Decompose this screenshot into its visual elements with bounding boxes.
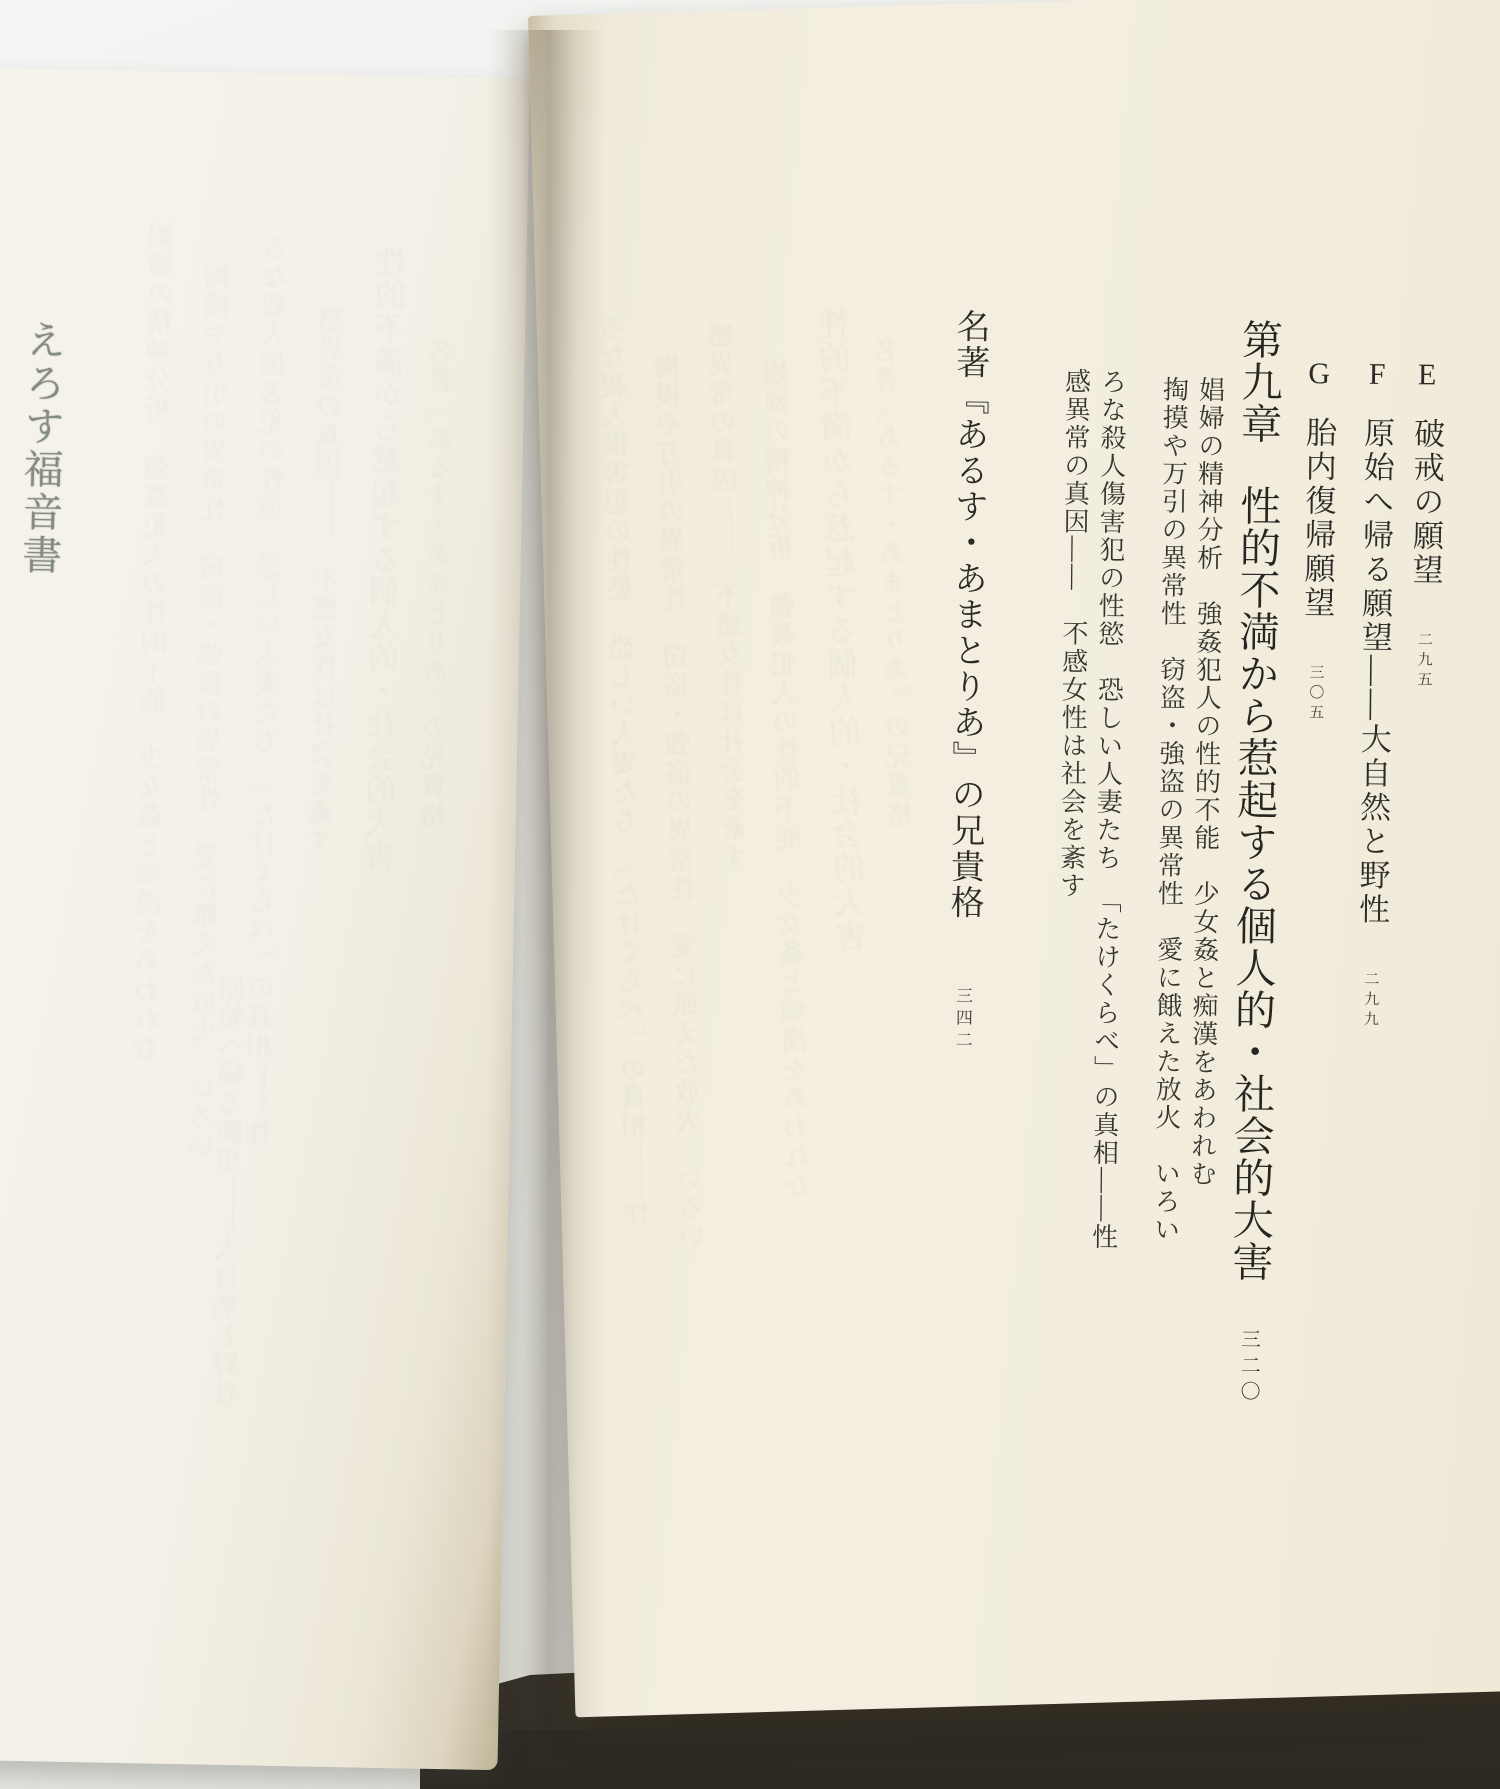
show-through-text: 娼婦の精神分析 強姦犯人の性的不能 少女姦と痴漢をあわれむ — [132, 221, 180, 1063]
left-page — [0, 68, 530, 1770]
toc-entry-label: F — [1360, 357, 1394, 392]
show-through-text: 掏摸や万引の異常性 窃盗・強盗の異常性 愛に餓えた放火 いろい — [188, 262, 236, 1162]
show-through-text: 娼婦の精神分析 強姦犯人の性的不能 少女姦と痴漢をあわれむ — [762, 358, 817, 1201]
chapter-title: 性的不満から惹起する個人的・社会的大害 — [1226, 484, 1281, 1283]
toc-subtopic-line: 感異常の真因—— 不感女性は社会を紊す — [1056, 367, 1091, 900]
show-through-text: 感異常の真因—— 不感女性は社会を紊す — [707, 320, 753, 872]
toc-subtopic-line: 掏摸や万引の異常性 窃盗・強盗の異常性 愛に餓えた放火 いろい — [1150, 375, 1189, 1244]
toc-entry-E — [1401, 358, 1449, 691]
right-page — [528, 0, 1500, 1717]
table-of-contents — [523, 0, 1500, 1695]
toc-chapter-entry — [1219, 318, 1289, 1407]
toc-subtopic-line: 娼婦の精神分析 強姦犯人の性的不能 少女姦と痴漢をあわれむ — [1187, 375, 1225, 1189]
chapter-page-number: 三二〇 — [1236, 1328, 1260, 1407]
toc-entry-title: 原始へ帰る願望——大自然と野性 — [1353, 416, 1395, 928]
show-through-text: 感異常の真因—— 不感女性は社会を紊す — [307, 304, 349, 856]
appendix-page-number: 三四二 — [952, 986, 973, 1053]
chapter-label: 第九章 — [1234, 318, 1283, 445]
toc-appendix-entry — [938, 308, 995, 1052]
toc-entry-page-number: 三〇五 — [1307, 664, 1324, 725]
show-through-text: 性的不満から惹起する個人的・社会的大害 — [364, 245, 412, 874]
show-through-text: 名著『あるす・あまとりあ』の兄貴格 — [874, 335, 918, 830]
show-through-text: 性的不満から惹起する個人的・社会的大害 — [817, 307, 872, 954]
toc-subtopic-line: ろな殺人傷害犯の性慾 恐しい人妻たち 「たけくらべ」の真相——性 — [1088, 367, 1127, 1252]
show-through-text: ろな殺人傷害犯の性慾 恐しい人妻たち 「たけくらべ」の真相——性 — [245, 233, 293, 1149]
show-through-text: ろな殺人傷害犯の性慾 恐しい人妻たち 「たけくらべ」の真相——性 — [599, 313, 655, 1229]
appendix-title: 名著『あるす・あまとりあ』の兄貴格 — [944, 308, 989, 921]
left-page-title: えろす福音書 — [16, 318, 67, 578]
toc-entry-label: G — [1302, 357, 1336, 391]
show-through-text: 名著『あるす・あまとりあ』の兄貴格 — [420, 336, 460, 831]
toc-entry-page-number: 二九九 — [1361, 970, 1379, 1031]
toc-entry-title: 破戒の願望 — [1407, 417, 1445, 588]
toc-entry-F — [1348, 358, 1400, 1031]
toc-entry-label: E — [1410, 358, 1444, 392]
show-through-text: 原始へ帰る願望——大自然と野性 — [211, 972, 250, 1409]
show-through-text: 掏摸や万引の異常性 窃盗・強盗の異常性 愛に餓えた放火 いろい — [654, 351, 710, 1252]
toc-entry-page-number: 二九五 — [1415, 631, 1433, 692]
toc-entry-G — [1293, 357, 1342, 724]
toc-entry-title: 胎内復帰願望 — [1299, 416, 1337, 621]
